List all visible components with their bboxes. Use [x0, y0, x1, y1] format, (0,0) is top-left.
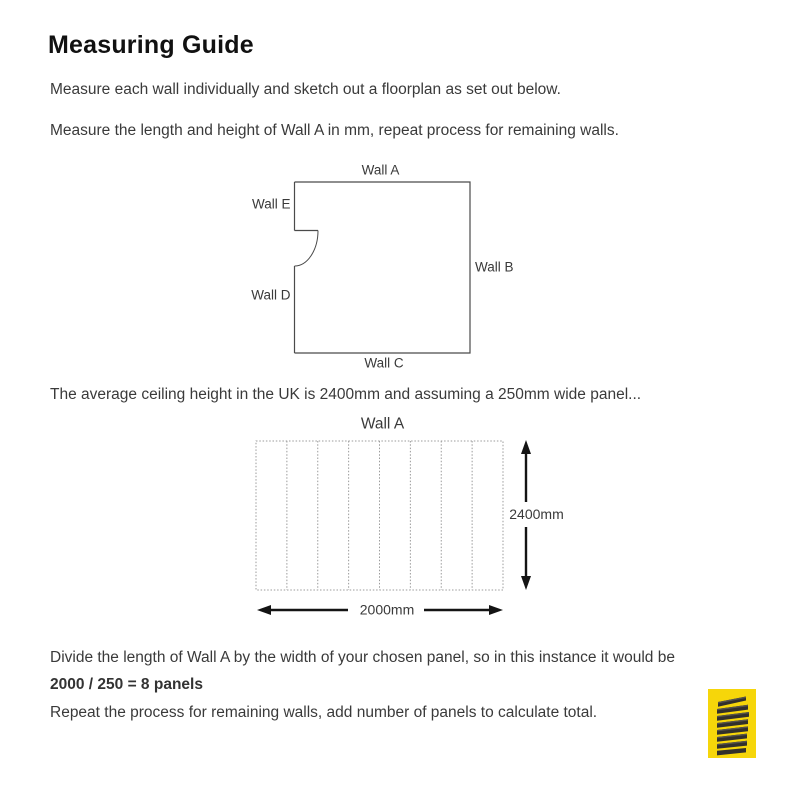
panel-diagram-title: Wall A	[360, 415, 405, 433]
panel-diagram	[245, 412, 580, 624]
door-swing-arc	[295, 231, 319, 267]
floorplan-label-wall-b: Wall B	[475, 259, 514, 275]
height-dimension-label: 2400mm	[509, 506, 564, 522]
formula-text: 2000 / 250 = 8 panels	[50, 676, 203, 693]
panel-grid-lines	[287, 441, 472, 590]
paragraph-intro: Measure each wall individually and sketch out a floorplan as set out below.	[50, 81, 561, 98]
floorplan-room-outline	[295, 182, 471, 353]
floorplan-label-wall-c: Wall C	[364, 355, 404, 371]
stacked-panels-logo	[708, 689, 756, 758]
paragraph-divide: Divide the length of Wall A by the width of your chosen panel, so in this instance it would be	[50, 649, 675, 666]
floorplan-diagram	[245, 158, 525, 376]
width-dimension-label: 2000mm	[359, 601, 415, 618]
paragraph-repeat: Repeat the process for remaining walls, add number of panels to calculate total.	[50, 704, 598, 721]
floorplan-label-wall-d: Wall D	[251, 287, 291, 303]
paragraph-measure: Measure the length and height of Wall A in mm, repeat process for remaining walls.	[50, 122, 619, 139]
page-title: Measuring Guide	[48, 31, 254, 59]
floorplan-label-wall-a: Wall A	[361, 162, 400, 178]
paragraph-ceiling: The average ceiling height in the UK is 2400mm and assuming a 250mm wide panel...	[50, 386, 642, 403]
floorplan-label-wall-e: Wall E	[251, 196, 291, 212]
